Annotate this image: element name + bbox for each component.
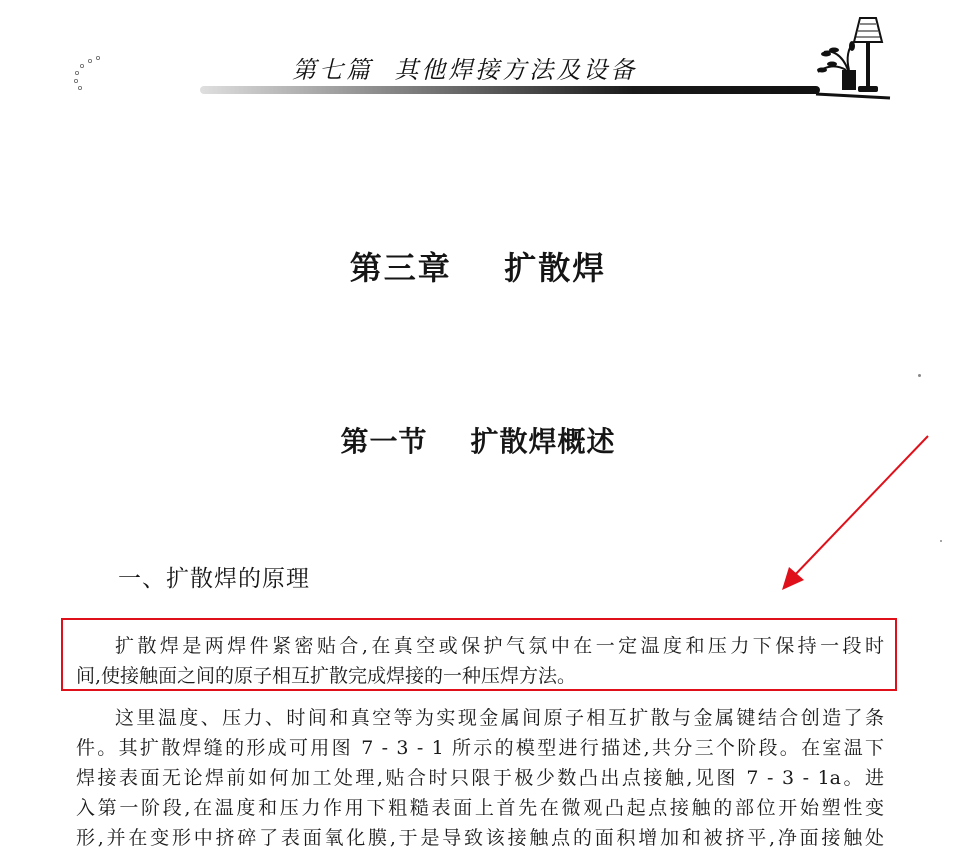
decorative-dots-icon <box>70 52 110 92</box>
subsection-title: 一、扩散焊的原理 <box>118 566 310 592</box>
section-title: 第一节 扩散焊概述 <box>340 425 616 458</box>
lamp-and-plant-icon <box>812 14 892 104</box>
body-paragraph-line: 这里温度、压力、时间和真空等为实现金属间原子相互扩散与金属键结合创造了条 <box>115 707 884 729</box>
header-rule <box>200 86 820 94</box>
highlighted-paragraph-line: 扩散焊是两焊件紧密贴合,在真空或保护气氛中在一定温度和压力下保持一段时 <box>115 635 884 657</box>
scan-speck <box>940 540 942 542</box>
annotation-arrow-icon <box>770 430 940 600</box>
scan-speck <box>918 374 921 377</box>
body-paragraph-line: 焊接表面无论焊前如何加工处理,贴合时只限于极少数凸出点接触,见图 7 - 3 - 1a。进 <box>76 767 884 789</box>
body-paragraph-line: 件。其扩散焊缝的形成可用图 7 - 3 - 1 所示的模型进行描述,共分三个阶段。在室温下 <box>76 737 884 759</box>
body-paragraph-line: 形,并在变形中挤碎了表面氧化膜,于是导致该接触点的面积增加和被挤平,净面接触处 <box>76 827 884 849</box>
page-header <box>0 0 956 110</box>
running-header-title: 第七篇 其他焊接方法及设备 <box>292 56 638 84</box>
annotation-highlight-box <box>61 618 897 691</box>
chapter-title: 第三章 扩散焊 <box>349 249 607 287</box>
body-paragraph-line: 入第一阶段,在温度和压力作用下粗糙表面上首先在微观凸起点接触的部位开始塑性变 <box>76 797 884 819</box>
highlighted-paragraph-line: 间,使接触面之间的原子相互扩散完成焊接的一种压焊方法。 <box>76 665 577 687</box>
